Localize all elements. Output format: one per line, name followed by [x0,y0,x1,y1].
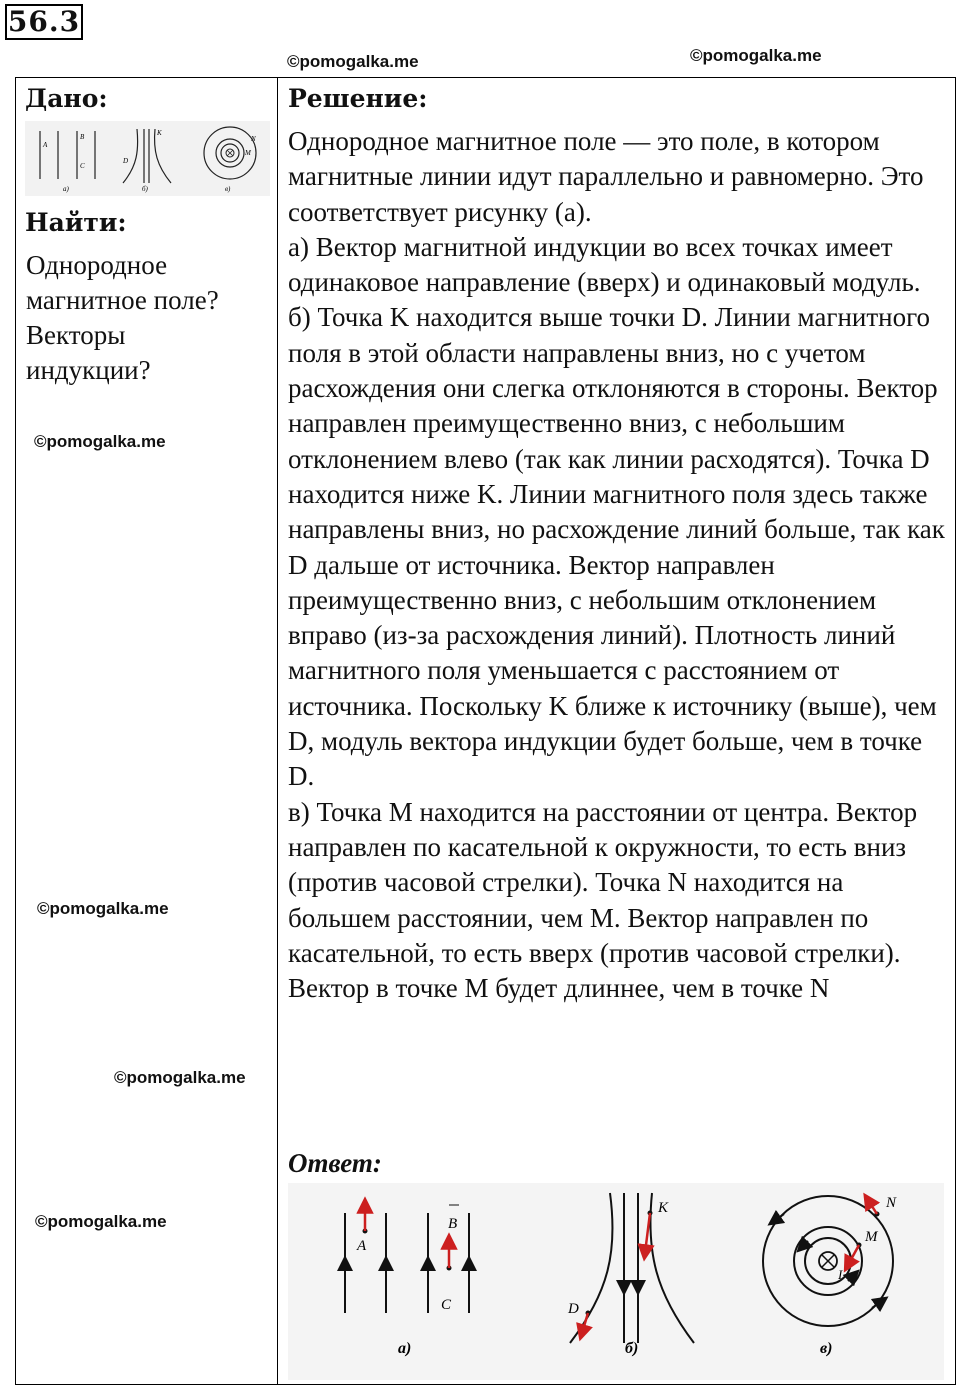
label-m: M [245,149,251,157]
watermark: ©pomogalka.me [287,52,419,71]
label-c: C [441,1297,452,1313]
solution-paragraph: а) Вектор магнитной индукции во всех точках имеет одинаковое направление (вверх) и одинаковый модуль. [288,231,921,298]
find-line: индукции? [26,355,151,385]
find-line: Однородное [26,250,168,280]
figure-label: б) [142,185,148,193]
answer-figure [288,1183,944,1380]
figure-label: в) [820,1340,833,1357]
label-n: N [251,135,256,143]
figure-label: в) [225,185,231,193]
label-a: A [357,1238,367,1254]
label-b: B [80,133,85,141]
given-title: Дано: [25,84,108,113]
answer-title: Ответ: [288,1148,382,1178]
figure-label: б) [625,1340,639,1357]
watermark: ©pomogalka.me [37,899,169,918]
watermark: ©pomogalka.me [690,46,822,65]
figure-label: a) [63,185,69,193]
solution-paragraph: Однородное магнитное поле — это поле, в котором магнитные линии идут параллельно и равномерно. Это соответствует рисунку (а). [288,126,924,227]
label-k: K [658,1200,669,1216]
label-m: M [865,1229,878,1245]
label-d: D [123,157,129,165]
find-line: магнитное поле? [26,285,219,315]
solution-paragraph: в) Точка M находится на расстоянии от центра. Вектор направлен по касательной к окружности, то есть вниз (против часовой стрелки). Точка N находится на большем расстоянии, чем M. Вектор направлен по касательной, то есть вверх (против часовой стрелки). Вектор в точке M будет длиннее, чем в точке N [288,796,918,1004]
problem-number: 56.3 [5,4,83,40]
watermark: ©pomogalka.me [35,1212,167,1231]
watermark: ©pomogalka.me [114,1068,246,1087]
find-line: Векторы [26,320,126,350]
solution-table [15,77,956,1385]
label-d: D [568,1301,579,1317]
label-c: C [80,162,85,170]
label-i: I [838,1267,843,1282]
watermark: ©pomogalka.me [34,432,166,451]
find-title: Найти: [25,208,127,237]
label-n: N [886,1195,897,1211]
solution-body [288,124,948,1006]
given-figure [25,121,270,196]
solution-title: Решение: [288,84,428,113]
figure-label: а) [398,1340,412,1357]
label-a: A [43,141,48,149]
column-divider [277,78,278,1384]
solution-paragraph: б) Точка K находится выше точки D. Линии магнитного поля в этой области направлены вниз, но с учетом расхождения они слегка отклоняются в стороны. Вектор направлен преимущественно вниз, с небольшим отклонением влево (так как линии расходятся). Точка D находится ниже K. Линии магнитного поля здесь также направлены вниз, но расхождение линий больше, так как D дальше от источника. Вектор направлен преимущественно вниз, с небольшим отклонением вправо (из-за расхождения линий). Плотность линий магнитного поля уменьшается с расстоянием от источника. Поскольку K ближе к источнику (выше), чем D, модуль вектора индукции будет больше, чем в точке D. [288,302,945,792]
label-k: K [157,129,162,137]
label-b: B [448,1216,458,1232]
find-text [26,248,271,388]
